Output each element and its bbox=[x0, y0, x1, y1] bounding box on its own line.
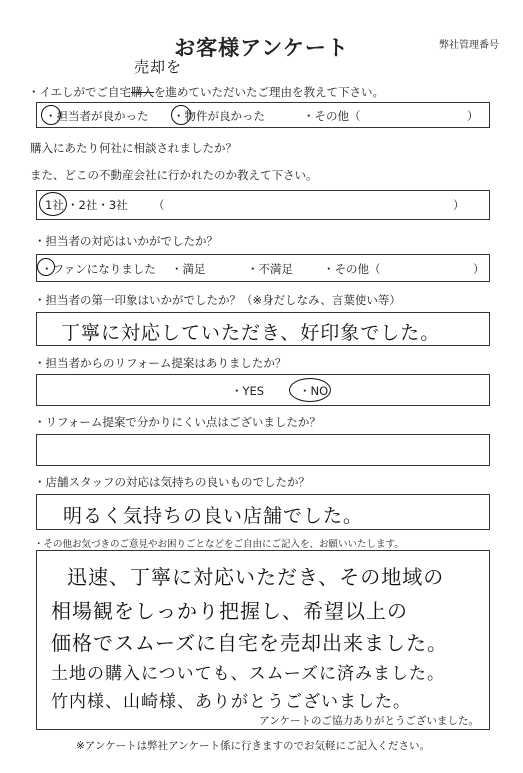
option-no[interactable]: ・NO bbox=[299, 384, 329, 398]
management-number-label: 弊社管理番号 bbox=[439, 40, 499, 51]
reform-proposal-box bbox=[36, 374, 490, 406]
question-reform-unclear: ・リフォーム提案で分かりにくい点はございましたか？ bbox=[34, 415, 321, 429]
footer-note: ※アンケートは弊社アンケート係に行きますのでお気軽にご記入ください。 bbox=[76, 740, 431, 752]
option-other-close: ） bbox=[467, 109, 479, 123]
option-staff-good[interactable]: ・担当者が良かった bbox=[45, 109, 149, 123]
comment-line: 竹内様、山崎様、ありがとうございました。 bbox=[51, 692, 411, 712]
question-reason bbox=[28, 84, 384, 100]
option-dissatisfied[interactable]: ・不満足 bbox=[247, 262, 293, 276]
option-yes[interactable]: ・YES bbox=[231, 384, 265, 398]
store-staff-box bbox=[36, 494, 490, 530]
store-staff-answer: 明るく気持ちの良い店舗でした。 bbox=[63, 505, 364, 527]
option-other[interactable]: ・その他（ bbox=[323, 262, 381, 276]
survey-title: お客様アンケート bbox=[174, 36, 349, 60]
comment-line: 価格でスムーズに自宅を売却出来ました。 bbox=[51, 631, 448, 655]
option-other-close: ） bbox=[473, 262, 485, 276]
question-which-companies: また、どこの不動産会社に行かれたのか教えて下さい。 bbox=[30, 168, 318, 182]
handwritten-insert: 売却を bbox=[134, 58, 183, 76]
question-staff-response: ・担当者の対応はいかがでしたか？ bbox=[34, 234, 218, 248]
option-2-3-companies[interactable]: ・2社・3社 bbox=[67, 198, 128, 212]
other-comments-box bbox=[36, 550, 490, 730]
question-consult-count: 購入にあたり何社に相談されましたか？ bbox=[30, 141, 237, 155]
comment-line: 迅速、丁寧に対応いただき、その地域の bbox=[67, 565, 445, 589]
company-name-close: ） bbox=[453, 198, 465, 212]
thanks-message: アンケートのご協力ありがとうございました。 bbox=[259, 715, 479, 727]
option-other[interactable]: ・その他（ bbox=[303, 109, 361, 123]
question-reason-suffix: を進めていただいたご理由を教えて下さい。 bbox=[154, 85, 385, 99]
question-reason-prefix: ・イエしがでご自宅 bbox=[28, 85, 132, 99]
selection-circle-mark bbox=[41, 105, 61, 125]
first-impression-answer: 丁寧に対応していただき、好印象でした。 bbox=[61, 322, 441, 344]
question-other-comments: ・その他お気づきのご意見やお困りごとなどをご自由にご記入を、お願いいたします。 bbox=[34, 539, 404, 550]
selection-circle-mark bbox=[37, 258, 55, 276]
option-property-good[interactable]: ・物件が良かった bbox=[173, 109, 265, 123]
question-store-staff: ・店舗スタッフの対応は気持ちの良いものでしたか？ bbox=[34, 475, 310, 489]
option-1-company[interactable]: 1社 bbox=[45, 198, 64, 212]
staff-response-box bbox=[36, 254, 490, 282]
comment-line: 土地の購入についても、スムーズに済みました。 bbox=[51, 664, 445, 684]
company-name-open: （ bbox=[153, 198, 165, 212]
selection-circle-mark bbox=[39, 192, 67, 216]
question-reform-proposal: ・担当者からのリフォーム提案はありましたか？ bbox=[34, 356, 287, 370]
comment-line: 相場観をしっかり把握し、希望以上の bbox=[51, 599, 408, 623]
selection-circle-mark bbox=[289, 378, 331, 402]
option-satisfied[interactable]: ・満足 bbox=[171, 262, 206, 276]
selection-circle-mark bbox=[171, 105, 191, 125]
option-became-fan[interactable]: ・ファンになりました bbox=[41, 262, 156, 276]
question-first-impression: ・担当者の第一印象はいかがでしたか？（※身だしなみ、言葉使い等） bbox=[34, 293, 401, 307]
company-count-box bbox=[36, 190, 490, 220]
reason-options-box bbox=[36, 102, 490, 128]
reform-unclear-box bbox=[36, 434, 490, 466]
struck-text: 購入 bbox=[131, 85, 155, 99]
first-impression-box bbox=[36, 312, 490, 346]
